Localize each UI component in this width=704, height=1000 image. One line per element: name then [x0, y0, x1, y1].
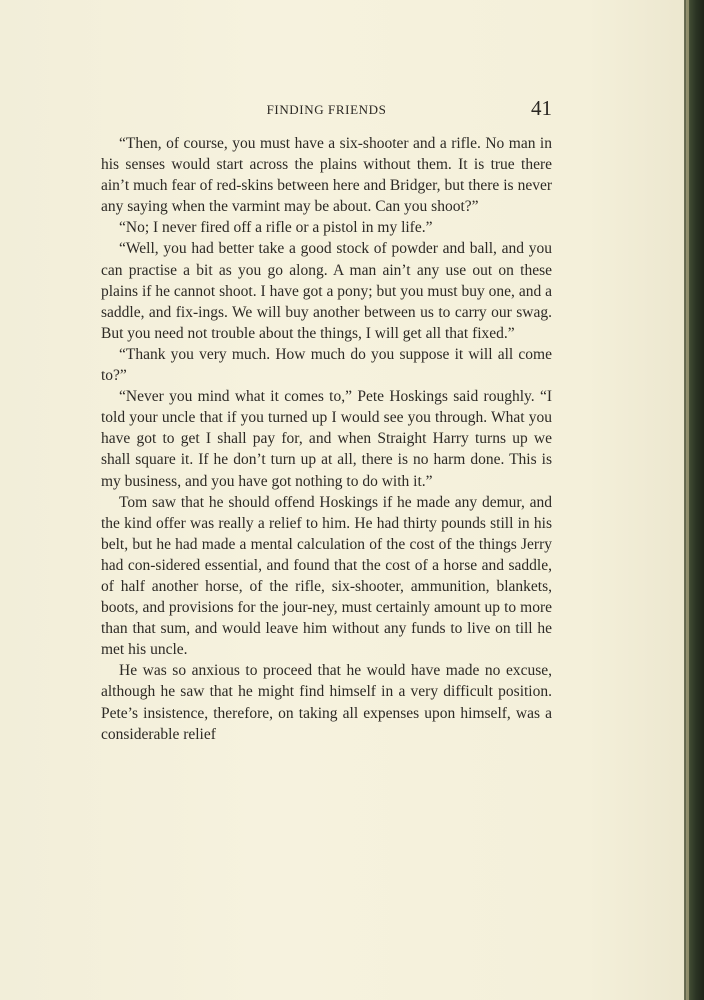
- body-text: [101, 133, 552, 745]
- paragraph: “Never you mind what it comes to,” Pete Hoskings said roughly. “I told your uncle that if you turned up I would see you through. What you have got to get I shall pay for, and when Straight Harry turns up we shall square it. If he don’t turn up at all, there is no harm done. This is my business, and you have got nothing to do with it.”: [101, 388, 552, 490]
- paragraph: “Well, you had better take a good stock of powder and ball, and you can practise a bit as you go along. A man ain’t any use out on these plains if he cannot shoot. I have got a pony; but you must buy one, and a saddle, and fix-ings. We will buy another between us to carry our swag. But you need not trouble about the things, I will get all that fixed.”: [101, 240, 552, 342]
- paragraph: “Then, of course, you must have a six-shooter and a rifle. No man in his senses would start across the plains without them. It is true there ain’t much fear of red-skins between here and Bridger, but there is never any saying when the varmint may be about. Can you shoot?”: [101, 135, 552, 216]
- paragraph: “Thank you very much. How much do you suppose it will all come to?”: [101, 345, 552, 385]
- running-head: FINDING FRIENDS: [266, 102, 387, 117]
- paragraph: “No; I never fired off a rifle or a pistol in my life.”: [119, 219, 433, 237]
- page-number: 41: [531, 96, 552, 120]
- page-header: [101, 96, 552, 122]
- paragraph: Tom saw that he should offend Hoskings if he made any demur, and the kind offer was really a relief to him. He had thirty pounds still in his belt, but he had made a mental calculation of the cost of the things Jerry had con-sidered essential, and found that the cost of a horse and saddle, of half another horse, of the rifle, six-shooter, ammunition, blankets, boots, and provisions for the jour-ney, must certainly amount up to more than that sum, and would leave him without any funds to live on till he met his uncle.: [101, 493, 552, 659]
- page-edge: [686, 0, 689, 1000]
- paragraph: He was so anxious to proceed that he would have made no excuse, although he saw that he might find himself in a very difficult position. Pete’s insistence, therefore, on taking all expenses upon himself, was a considerable relief: [101, 662, 552, 743]
